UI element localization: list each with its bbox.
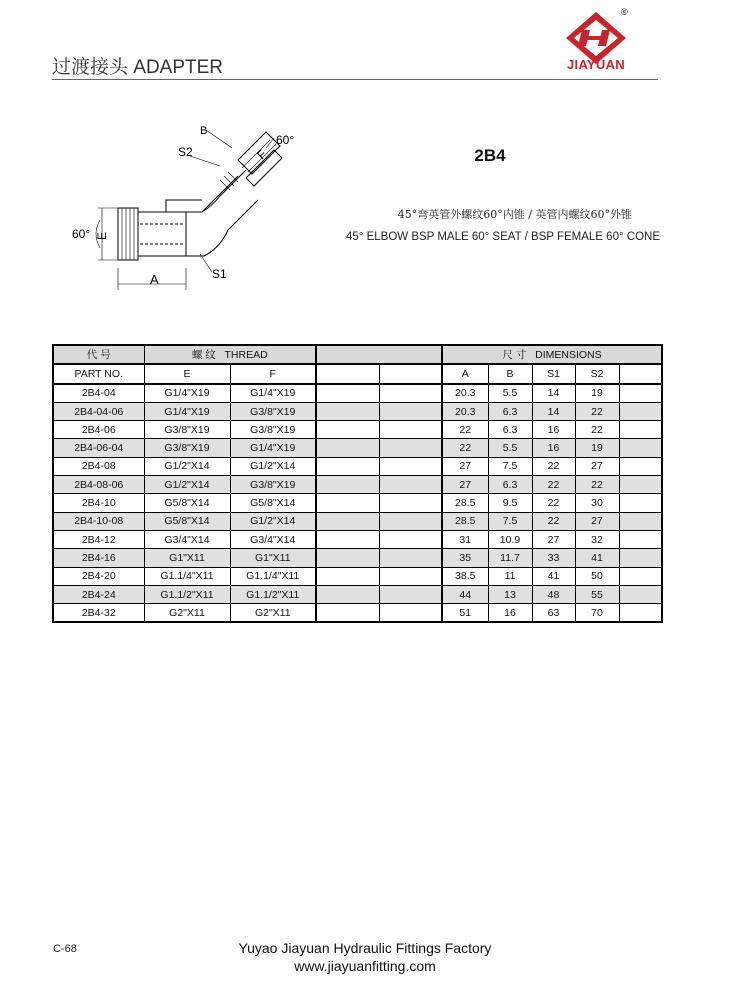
table-row [53,421,662,439]
cell-blank [379,421,442,439]
cell-b: 6.3 [488,476,532,494]
cell-s2: 30 [575,494,619,512]
cell-f: G5/8"X14 [230,494,316,512]
cell-s1: 22 [532,457,575,475]
col-header-s2: S2 [575,364,619,383]
table-row [53,402,662,420]
cell-blank [379,476,442,494]
col-header-part: PART NO. [53,364,144,383]
col-header-a: A [442,364,488,383]
cell-part: 2B4-10 [53,494,144,512]
group-header-part: 代 号 [53,345,144,364]
cell-s2: 32 [575,530,619,548]
cell-blank [619,567,662,585]
cell-part: 2B4-04-06 [53,402,144,420]
cell-blank [379,384,442,403]
cell-e: G5/8"X14 [144,494,230,512]
cell-b: 7.5 [488,512,532,530]
cell-f: G3/8"X19 [230,421,316,439]
cell-blank [379,549,442,567]
label-e: E [95,231,109,240]
cell-s2: 22 [575,476,619,494]
col-header-blank-1 [316,364,379,383]
cell-b: 10.9 [488,530,532,548]
description-cn: 45°弯英管外螺纹60°内锥 / 英管内螺纹60°外锥 [397,208,632,221]
cell-b: 16 [488,604,532,623]
table-row [53,585,662,603]
cell-e: G1/2"X14 [144,457,230,475]
product-code: 2B4 [474,146,506,165]
cell-s2: 70 [575,604,619,623]
cell-blank [619,476,662,494]
cell-s2: 27 [575,512,619,530]
cell-a: 22 [442,439,488,457]
cell-blank [619,457,662,475]
cell-f: G1/2"X14 [230,457,316,475]
col-header-b: B [488,364,532,383]
label-a: A [150,272,159,287]
cell-blank [619,549,662,567]
cell-blank [316,402,379,420]
cell-f: G1/4"X19 [230,439,316,457]
cell-e: G1"X11 [144,549,230,567]
cell-s2: 19 [575,439,619,457]
cell-a: 51 [442,604,488,623]
cell-part: 2B4-10-08 [53,512,144,530]
cell-e: G3/4"X14 [144,530,230,548]
table-row [53,567,662,585]
cell-s2: 19 [575,384,619,403]
cell-s2: 22 [575,402,619,420]
cell-blank [316,421,379,439]
cell-blank [619,421,662,439]
cell-s2: 50 [575,567,619,585]
label-angle-top: 60° [276,133,295,147]
cell-b: 13 [488,585,532,603]
cell-s2: 55 [575,585,619,603]
cell-e: G5/8"X14 [144,512,230,530]
cell-s1: 22 [532,512,575,530]
cell-f: G1"X11 [230,549,316,567]
cell-b: 6.3 [488,402,532,420]
cell-b: 5.5 [488,439,532,457]
cell-blank [316,476,379,494]
col-header-blank-3 [619,364,662,383]
label-f: F [254,147,270,163]
cell-b: 6.3 [488,421,532,439]
cell-b: 11.7 [488,549,532,567]
cell-blank [379,457,442,475]
cell-blank [316,567,379,585]
cell-s1: 22 [532,476,575,494]
label-s1: S1 [212,267,227,281]
table-row [53,512,662,530]
cell-part: 2B4-20 [53,567,144,585]
label-b: B [200,125,208,137]
page-title: 过渡接头 ADAPTER [52,57,224,78]
cell-blank [379,530,442,548]
cell-part: 2B4-04 [53,384,144,403]
cell-a: 20.3 [442,384,488,403]
cell-blank [379,402,442,420]
cell-a: 28.5 [442,494,488,512]
cell-b: 5.5 [488,384,532,403]
cell-a: 28.5 [442,512,488,530]
cell-blank [316,439,379,457]
cell-blank [619,439,662,457]
cell-e: G1.1/4"X11 [144,567,230,585]
cell-a: 20.3 [442,402,488,420]
table-row [53,476,662,494]
cell-blank [619,512,662,530]
cell-a: 44 [442,585,488,603]
cell-s2: 27 [575,457,619,475]
cell-e: G1/4"X19 [144,402,230,420]
cell-blank [379,604,442,623]
cell-f: G1/4"X19 [230,384,316,403]
cell-blank [316,512,379,530]
cell-blank [316,384,379,403]
cell-blank [379,512,442,530]
cell-b: 11 [488,567,532,585]
table-row [53,457,662,475]
cell-blank [379,494,442,512]
cell-e: G3/8"X19 [144,439,230,457]
cell-part: 2B4-08 [53,457,144,475]
cell-blank [316,585,379,603]
cell-f: G3/4"X14 [230,530,316,548]
cell-blank [316,549,379,567]
footer-website: www.jiayuanfitting.com [294,958,436,974]
cell-part: 2B4-08-06 [53,476,144,494]
cell-blank [316,457,379,475]
brand-name: JIAYUAN [567,57,625,72]
cell-blank [619,402,662,420]
header-divider [52,79,658,80]
cell-s1: 63 [532,604,575,623]
cell-f: G3/8"X19 [230,402,316,420]
cell-blank [316,530,379,548]
cell-f: G3/8"X19 [230,476,316,494]
cell-blank [379,585,442,603]
cell-blank [316,494,379,512]
cell-blank [619,604,662,623]
cell-a: 22 [442,421,488,439]
cell-e: G1.1/2"X11 [144,585,230,603]
col-header-s1: S1 [532,364,575,383]
cell-blank [619,530,662,548]
cell-s1: 14 [532,384,575,403]
table-row [53,494,662,512]
cell-s1: 16 [532,439,575,457]
cell-f: G1/2"X14 [230,512,316,530]
col-header-blank-2 [379,364,442,383]
table-row [53,439,662,457]
cell-part: 2B4-32 [53,604,144,623]
label-s2: S2 [178,145,193,159]
group-header-thread: 螺 纹 THREAD [144,345,316,364]
col-header-e: E [144,364,230,383]
cell-b: 9.5 [488,494,532,512]
col-header-f: F [230,364,316,383]
cell-e: G1/2"X14 [144,476,230,494]
label-angle-left: 60° [72,227,91,241]
cell-b: 7.5 [488,457,532,475]
cell-s1: 14 [532,402,575,420]
table-body [53,384,662,623]
cell-s1: 16 [532,421,575,439]
cell-a: 35 [442,549,488,567]
cell-blank [379,567,442,585]
fitting-drawing [70,120,310,295]
cell-s1: 48 [532,585,575,603]
cell-s1: 22 [532,494,575,512]
dimensions-table [52,344,663,623]
cell-a: 38.5 [442,567,488,585]
table-column-header [53,364,662,383]
cell-blank [379,439,442,457]
footer-company: Yuyao Jiayuan Hydraulic Fittings Factory [238,940,492,956]
cell-blank [316,604,379,623]
cell-f: G1.1/4"X11 [230,567,316,585]
cell-part: 2B4-12 [53,530,144,548]
page-number: C-68 [53,943,77,955]
cell-e: G1/4"X19 [144,384,230,403]
cell-part: 2B4-06 [53,421,144,439]
table-group-header [53,345,662,364]
cell-s1: 33 [532,549,575,567]
cell-a: 31 [442,530,488,548]
cell-e: G3/8"X19 [144,421,230,439]
table-row [53,530,662,548]
group-header-blank [316,345,442,364]
table-row [53,384,662,403]
cell-f: G2"X11 [230,604,316,623]
registered-mark: ® [621,7,628,17]
group-header-dimensions: 尺 寸 DIMENSIONS [442,345,662,364]
cell-part: 2B4-16 [53,549,144,567]
description-en: 45° ELBOW BSP MALE 60° SEAT / BSP FEMALE 60° CONE [346,231,660,243]
cell-s2: 22 [575,421,619,439]
cell-a: 27 [442,457,488,475]
cell-s2: 41 [575,549,619,567]
cell-blank [619,494,662,512]
table-row [53,549,662,567]
table-row [53,604,662,623]
cell-s1: 27 [532,530,575,548]
cell-a: 27 [442,476,488,494]
cell-blank [619,384,662,403]
cell-part: 2B4-24 [53,585,144,603]
cell-s1: 41 [532,567,575,585]
cell-e: G2"X11 [144,604,230,623]
cell-f: G1.1/2"X11 [230,585,316,603]
cell-part: 2B4-06-04 [53,439,144,457]
cell-blank [619,585,662,603]
